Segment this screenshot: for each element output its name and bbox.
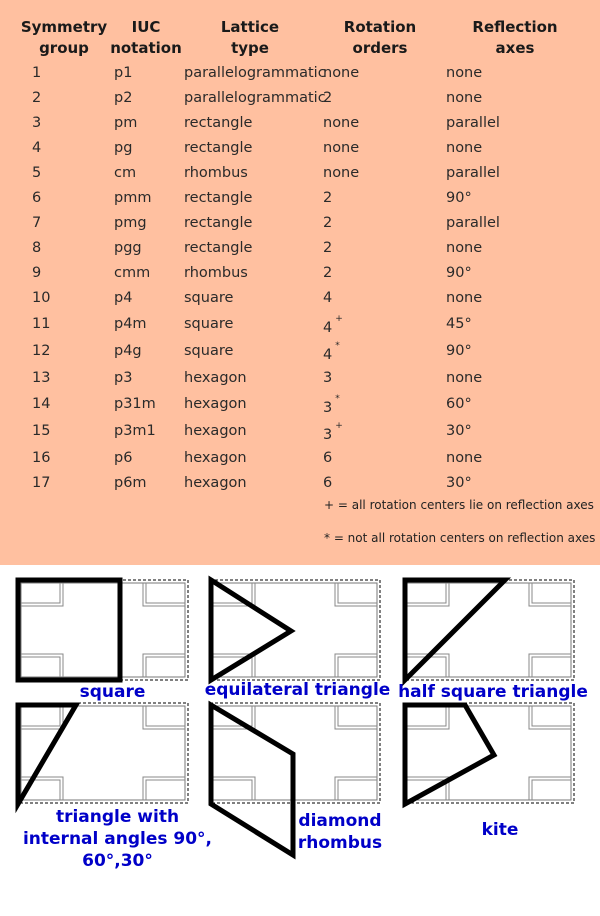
cell-lattice [184, 342, 233, 360]
cell-rotation [323, 239, 332, 257]
header-col-4: Rotation orders [343, 18, 417, 57]
group-text: 4 [32, 140, 42, 156]
iuc-text: p6m [114, 475, 147, 491]
cell-lattice [184, 164, 248, 182]
group-text: 8 [32, 240, 42, 256]
note-star: * = not all rotation centers on reflection axes [324, 531, 596, 545]
cell-group [32, 89, 41, 107]
cell-group [32, 422, 50, 440]
cell-reflection [446, 474, 472, 492]
reflection-text: 60° [446, 396, 472, 412]
iuc-text: pmg [114, 215, 147, 231]
cell-rotation [323, 114, 359, 132]
cell-iuc [114, 449, 132, 467]
cell-group [32, 189, 41, 207]
cell-reflection [446, 189, 472, 207]
cell-lattice [184, 89, 326, 107]
cell-iuc [114, 164, 136, 182]
cell-rotation [323, 289, 332, 307]
rotation-text: 3 [323, 370, 333, 386]
cell-group [32, 369, 50, 387]
lattice-text: square [184, 343, 234, 359]
cell-rotation [323, 214, 332, 232]
reflection-text: 90° [446, 265, 472, 281]
cell-rotation [323, 342, 340, 364]
caption-right-triangle: triangle with internal angles 90°, 60°,30° [22, 807, 213, 871]
rotation-text: none [323, 165, 360, 181]
group-text: 11 [32, 316, 51, 332]
group-text: 17 [32, 475, 51, 491]
cell-rotation [323, 264, 332, 282]
reflection-text: 90° [446, 190, 472, 206]
cell-reflection [446, 369, 482, 387]
iuc-text: p31m [114, 396, 156, 412]
header-col-1: Symmetry group [20, 18, 108, 57]
cell-group [32, 239, 41, 257]
cell-reflection [446, 315, 472, 333]
iuc-text: p4 [114, 290, 133, 306]
cell-reflection [446, 239, 482, 257]
caption-equilateral-triangle: equilateral triangle [204, 680, 391, 700]
rotation-text: none [323, 65, 360, 81]
rotation-text: 6 [323, 450, 333, 466]
rotation-mark: + [335, 421, 343, 431]
cell-reflection [446, 214, 500, 232]
cell-group [32, 164, 41, 182]
group-text: 1 [32, 65, 42, 81]
cell-group [32, 474, 50, 492]
rotation-text: 3 [323, 426, 333, 443]
cell-iuc [114, 239, 142, 257]
iuc-text: pgg [114, 240, 142, 256]
cell-iuc [114, 189, 151, 207]
group-text: 2 [32, 90, 42, 106]
lattice-text: parallelogrammatic [184, 90, 326, 106]
rotation-text: 3 [323, 399, 333, 416]
reflection-text: none [446, 65, 483, 81]
iuc-text: p4m [114, 316, 147, 332]
cell-iuc [114, 89, 132, 107]
group-text: 16 [32, 450, 51, 466]
lattice-text: hexagon [184, 450, 247, 466]
cell-lattice [184, 315, 233, 333]
cell-iuc [114, 264, 150, 282]
reflection-text: 90° [446, 343, 472, 359]
lattice-text: rhombus [184, 265, 248, 281]
cell-iuc [114, 369, 132, 387]
iuc-text: pmm [114, 190, 152, 206]
cell-reflection [446, 114, 500, 132]
lattice-text: square [184, 316, 234, 332]
caption-square: square [79, 682, 146, 702]
cell-rotation [323, 369, 332, 387]
shape-figures [0, 565, 600, 912]
reflection-text: 30° [446, 475, 472, 491]
iuc-text: p6 [114, 450, 133, 466]
group-text: 9 [32, 265, 42, 281]
reflection-text: none [446, 290, 483, 306]
group-text: 15 [32, 423, 51, 439]
reflection-text: none [446, 240, 483, 256]
group-text: 13 [32, 370, 51, 386]
cell-iuc [114, 114, 137, 132]
tile-outer-border [18, 580, 188, 680]
iuc-text: p4g [114, 343, 142, 359]
iuc-text: p2 [114, 90, 133, 106]
header-col-5: Reflection axes [472, 18, 558, 57]
cell-group [32, 114, 41, 132]
cell-iuc [114, 474, 147, 492]
rotation-text: 2 [323, 90, 333, 106]
lattice-text: square [184, 290, 234, 306]
rotation-mark: * [335, 341, 340, 351]
rotation-text: 2 [323, 190, 333, 206]
cell-iuc [114, 64, 132, 82]
cell-lattice [184, 264, 248, 282]
reflection-text: none [446, 90, 483, 106]
cell-reflection [446, 422, 472, 440]
caption-kite: kite [481, 820, 519, 840]
reflection-text: 45° [446, 316, 472, 332]
cell-group [32, 214, 41, 232]
rotation-text: 4 [323, 290, 333, 306]
group-text: 10 [32, 290, 51, 306]
rotation-mark: + [335, 314, 343, 324]
group-text: 5 [32, 165, 42, 181]
cell-lattice [184, 474, 247, 492]
cell-rotation [323, 474, 332, 492]
lattice-text: rectangle [184, 115, 253, 131]
lattice-text: rectangle [184, 140, 253, 156]
rotation-text: 2 [323, 265, 333, 281]
cell-lattice [184, 239, 252, 257]
iuc-text: pm [114, 115, 138, 131]
cell-lattice [184, 214, 252, 232]
cell-rotation [323, 89, 332, 107]
cell-lattice [184, 114, 252, 132]
reflection-text: none [446, 450, 483, 466]
lattice-text: hexagon [184, 475, 247, 491]
reflection-text: parallel [446, 165, 500, 181]
cell-iuc [114, 214, 147, 232]
cell-rotation [323, 164, 359, 182]
reflection-text: none [446, 140, 483, 156]
header-col-3: Lattice type [220, 18, 280, 57]
reflection-text: 30° [446, 423, 472, 439]
iuc-text: cmm [114, 265, 151, 281]
cell-reflection [446, 395, 472, 413]
cell-lattice [184, 369, 247, 387]
rotation-text: 2 [323, 240, 333, 256]
cell-rotation [323, 64, 359, 82]
cell-rotation [323, 189, 332, 207]
rotation-text: 4 [323, 319, 333, 336]
group-text: 12 [32, 343, 51, 359]
group-text: 6 [32, 190, 42, 206]
reflection-text: parallel [446, 115, 500, 131]
rotation-mark: * [335, 394, 340, 404]
rotation-text: 4 [323, 346, 333, 363]
cell-rotation [323, 139, 359, 157]
rotation-text: none [323, 115, 360, 131]
rotation-text: 6 [323, 475, 333, 491]
group-text: 7 [32, 215, 42, 231]
cell-group [32, 449, 50, 467]
iuc-text: cm [114, 165, 137, 181]
cell-lattice [184, 422, 247, 440]
lattice-text: hexagon [184, 423, 247, 439]
cell-lattice [184, 395, 247, 413]
cell-rotation [323, 395, 340, 417]
cell-reflection [446, 89, 482, 107]
group-text: 3 [32, 115, 42, 131]
cell-lattice [184, 289, 233, 307]
cell-group [32, 264, 41, 282]
cell-reflection [446, 342, 472, 360]
cell-reflection [446, 139, 482, 157]
iuc-text: p3 [114, 370, 133, 386]
reflection-text: parallel [446, 215, 500, 231]
iuc-text: p1 [114, 65, 133, 81]
rotation-text: none [323, 140, 360, 156]
lattice-text: rhombus [184, 165, 248, 181]
reflection-text: none [446, 370, 483, 386]
iuc-text: pg [114, 140, 133, 156]
cell-rotation [323, 422, 343, 444]
cell-group [32, 289, 50, 307]
lattice-text: hexagon [184, 370, 247, 386]
cell-iuc [114, 342, 142, 360]
rotation-text: 2 [323, 215, 333, 231]
cell-rotation [323, 449, 332, 467]
group-text: 14 [32, 396, 51, 412]
lattice-text: rectangle [184, 215, 253, 231]
cell-iuc [114, 395, 156, 413]
lattice-text: rectangle [184, 190, 253, 206]
cell-iuc [114, 422, 156, 440]
cell-reflection [446, 64, 482, 82]
cell-group [32, 342, 50, 360]
cell-lattice [184, 139, 252, 157]
caption-diamond-rhombus: diamond rhombus [297, 811, 383, 853]
cell-iuc [114, 315, 147, 333]
note-plus: + = all rotation centers lie on reflection axes [324, 498, 594, 512]
cell-group [32, 139, 41, 157]
header-col-2: IUC notation [110, 18, 182, 57]
cell-group [32, 64, 41, 82]
cell-rotation [323, 315, 343, 337]
cell-iuc [114, 289, 132, 307]
iuc-text: p3m1 [114, 423, 156, 439]
cell-lattice [184, 64, 326, 82]
caption-half-square-triangle: half square triangle [398, 682, 588, 702]
cell-group [32, 395, 50, 413]
cell-iuc [114, 139, 132, 157]
lattice-text: rectangle [184, 240, 253, 256]
cell-reflection [446, 264, 472, 282]
lattice-text: parallelogrammatic [184, 65, 326, 81]
cell-lattice [184, 449, 247, 467]
cell-reflection [446, 289, 482, 307]
cell-reflection [446, 164, 500, 182]
tile-outer-border [18, 703, 188, 803]
cell-group [32, 315, 50, 333]
cell-lattice [184, 189, 252, 207]
cell-reflection [446, 449, 482, 467]
lattice-text: hexagon [184, 396, 247, 412]
